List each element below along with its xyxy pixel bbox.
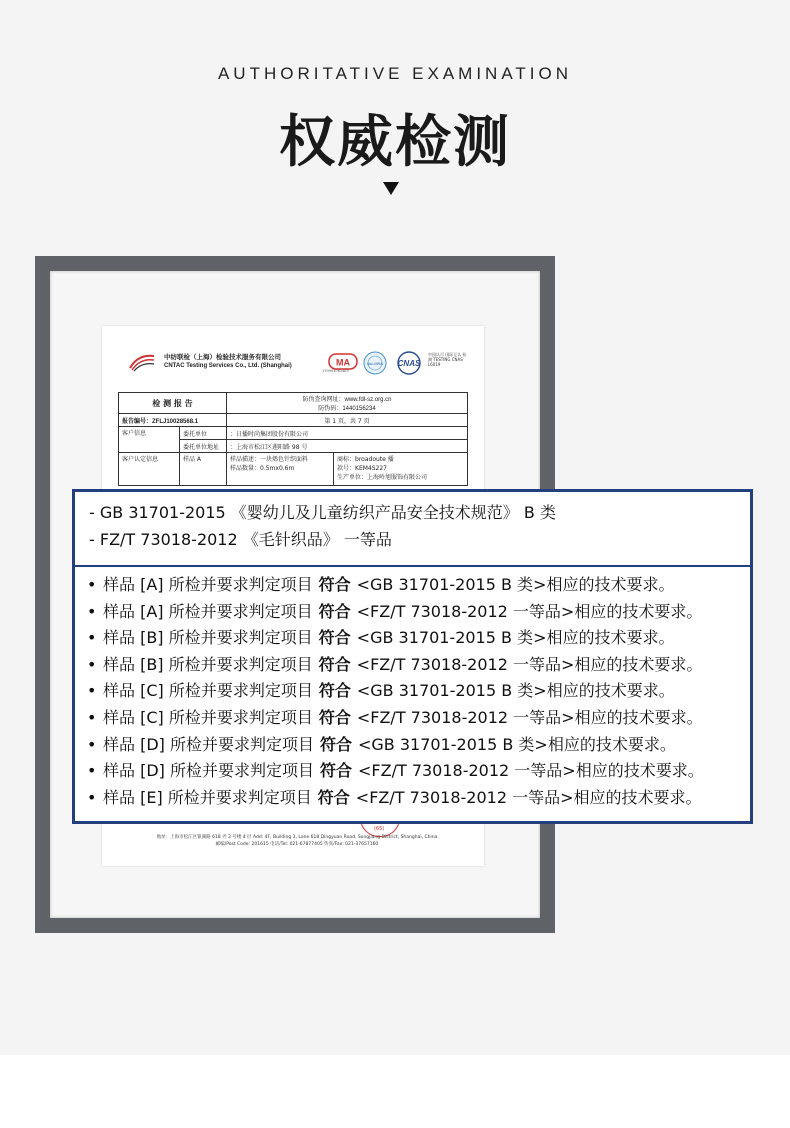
callout-divider: [75, 565, 750, 567]
report-footer: [142, 834, 452, 848]
client-info-label: 客户信息: [119, 427, 180, 453]
bullet-icon: •: [87, 707, 97, 727]
result-item: • 样品 [D] 所检并要求判定项目 符合 <GB 31701-2015 B 类>相应的技术要求。: [87, 732, 747, 759]
result-item: • 样品 [D] 所检并要求判定项目 符合 <FZ/T 73018-2012 一等品>相应的技术要求。: [87, 758, 747, 785]
page-title: 权威检测: [279, 110, 511, 175]
bullet-icon: •: [87, 787, 97, 807]
standard-line-gb: - GB 31701-2015 《婴幼儿及儿童纺织产品安全技术规范》 B 类: [89, 503, 556, 522]
org-name-cn: 中纺联检（上海）检验技术服务有限公司: [164, 353, 281, 361]
triangle-down-icon: [383, 182, 399, 195]
bullet-icon: •: [87, 628, 97, 648]
report-header: [128, 350, 468, 376]
footer-contact: 邮编/Post Code: 201615 电话/Tel: 021-67877405 传真/Fax: 021-37657160: [215, 842, 379, 847]
brand-value: ：broadoute 播: [349, 456, 394, 463]
sample-desc-label: 样品描述: [230, 456, 255, 463]
model-value: ：KEM4S227: [349, 465, 387, 472]
antifake-code-label: 防伪码：: [318, 405, 343, 412]
report-title: 检 测 报 告: [119, 393, 227, 414]
result-item: • 样品 [A] 所检并要求判定项目 符合 <FZ/T 73018-2012 一等品>相应的技术要求。: [87, 599, 747, 626]
bullet-icon: •: [87, 575, 97, 594]
client-addr-label: 委托单位地址: [180, 440, 227, 453]
bullet-icon: •: [87, 761, 97, 781]
standard-line-fzt: - FZ/T 73018-2012 《毛针织品》 一等品: [89, 530, 392, 549]
result-item: • 样品 [B] 所检并要求判定项目 符合 <GB 31701-2015 B 类>相应的技术要求。: [87, 625, 747, 652]
bullet-icon: •: [87, 681, 97, 701]
results-list: [87, 572, 747, 811]
ilac-badge-icon: [362, 350, 388, 376]
badge-ma-code: 170901061483: [322, 369, 349, 373]
eyebrow-text: AUTHORITATIVE EXAMINATION: [217, 64, 573, 83]
antifake-info: [227, 393, 468, 414]
antifake-label: 防伪查询网址：: [302, 396, 345, 403]
report-number-label: 报告编号：: [122, 417, 153, 425]
page-info: 第 1 页，共 7 页: [227, 414, 468, 427]
badge-ilac-label: ilac-MRA: [366, 361, 384, 366]
maker-value: ：上海岭旭服饰有限公司: [361, 474, 428, 481]
results-callout: [72, 489, 753, 824]
sample-label: 样品 A: [180, 453, 227, 486]
result-item: • 样品 [C] 所检并要求判定项目 符合 <GB 31701-2015 B 类>相应的技术要求。: [87, 678, 747, 705]
antifake-code: 1440156234: [342, 406, 376, 412]
antifake-url: www.fdl-sz.org.cn: [344, 397, 392, 403]
result-item: • 样品 [E] 所检并要求判定项目 符合 <FZ/T 73018-2012 一等品>相应的技术要求。: [87, 785, 747, 812]
brand-details: [334, 453, 468, 486]
report-info-table: [118, 392, 468, 486]
stamp-number: (65): [374, 826, 385, 832]
cnas-badge-icon: [392, 350, 426, 376]
cntac-logo-icon: [128, 352, 156, 372]
sample-details: [227, 453, 334, 486]
badge-cnas-label: CNAS: [397, 359, 421, 368]
bullet-icon: •: [87, 734, 97, 754]
result-item: • 样品 [B] 所检并要求判定项目 符合 <FZ/T 73018-2012 一等品>相应的技术要求。: [87, 652, 747, 679]
maker-label: 生产单位: [337, 474, 362, 481]
client-confirm-label: 客户认定信息: [119, 453, 180, 486]
report-number-value: ZFLJ10028568.1: [152, 418, 199, 425]
sample-qty-label: 样品数量: [230, 465, 255, 472]
sample-qty: ：0.5mx0.6m: [254, 465, 295, 472]
client-unit-label: 委托单位: [180, 427, 227, 440]
badge-ma-label: MA: [336, 357, 350, 368]
report-number: [119, 414, 227, 427]
badge-cnas-text: 中国认可 国际互认 检测 TESTING CNAS L6019: [428, 352, 467, 367]
client-unit: ：日播时尚集团股份有限公司: [227, 427, 468, 440]
bullet-icon: •: [87, 601, 97, 621]
bullet-icon: •: [87, 654, 97, 674]
brand-label: 商标: [337, 456, 350, 463]
footer-address: 地址：上海市松江区银湖路 618 弄 3 号楼 4 层 Add: 4F, Building 3, Lane 618 Dingyuan Road, Songjiang District, Shanghai, China: [156, 835, 438, 840]
org-name-en: CNTAC Testing Services Co., Ltd. (Shanghai): [164, 363, 292, 369]
result-item: • 样品 [C] 所检并要求判定项目 符合 <FZ/T 73018-2012 一等品>相应的技术要求。: [87, 705, 747, 732]
client-addr: ：上海市松江区莲阳路 98 号: [227, 440, 468, 453]
model-label: 款号: [337, 465, 350, 472]
sample-desc: ：一块烯色针织面料: [254, 456, 309, 463]
result-item: • 样品 [A] 所检并要求判定项目 符合 <GB 31701-2015 B 类>相应的技术要求。: [87, 572, 747, 599]
